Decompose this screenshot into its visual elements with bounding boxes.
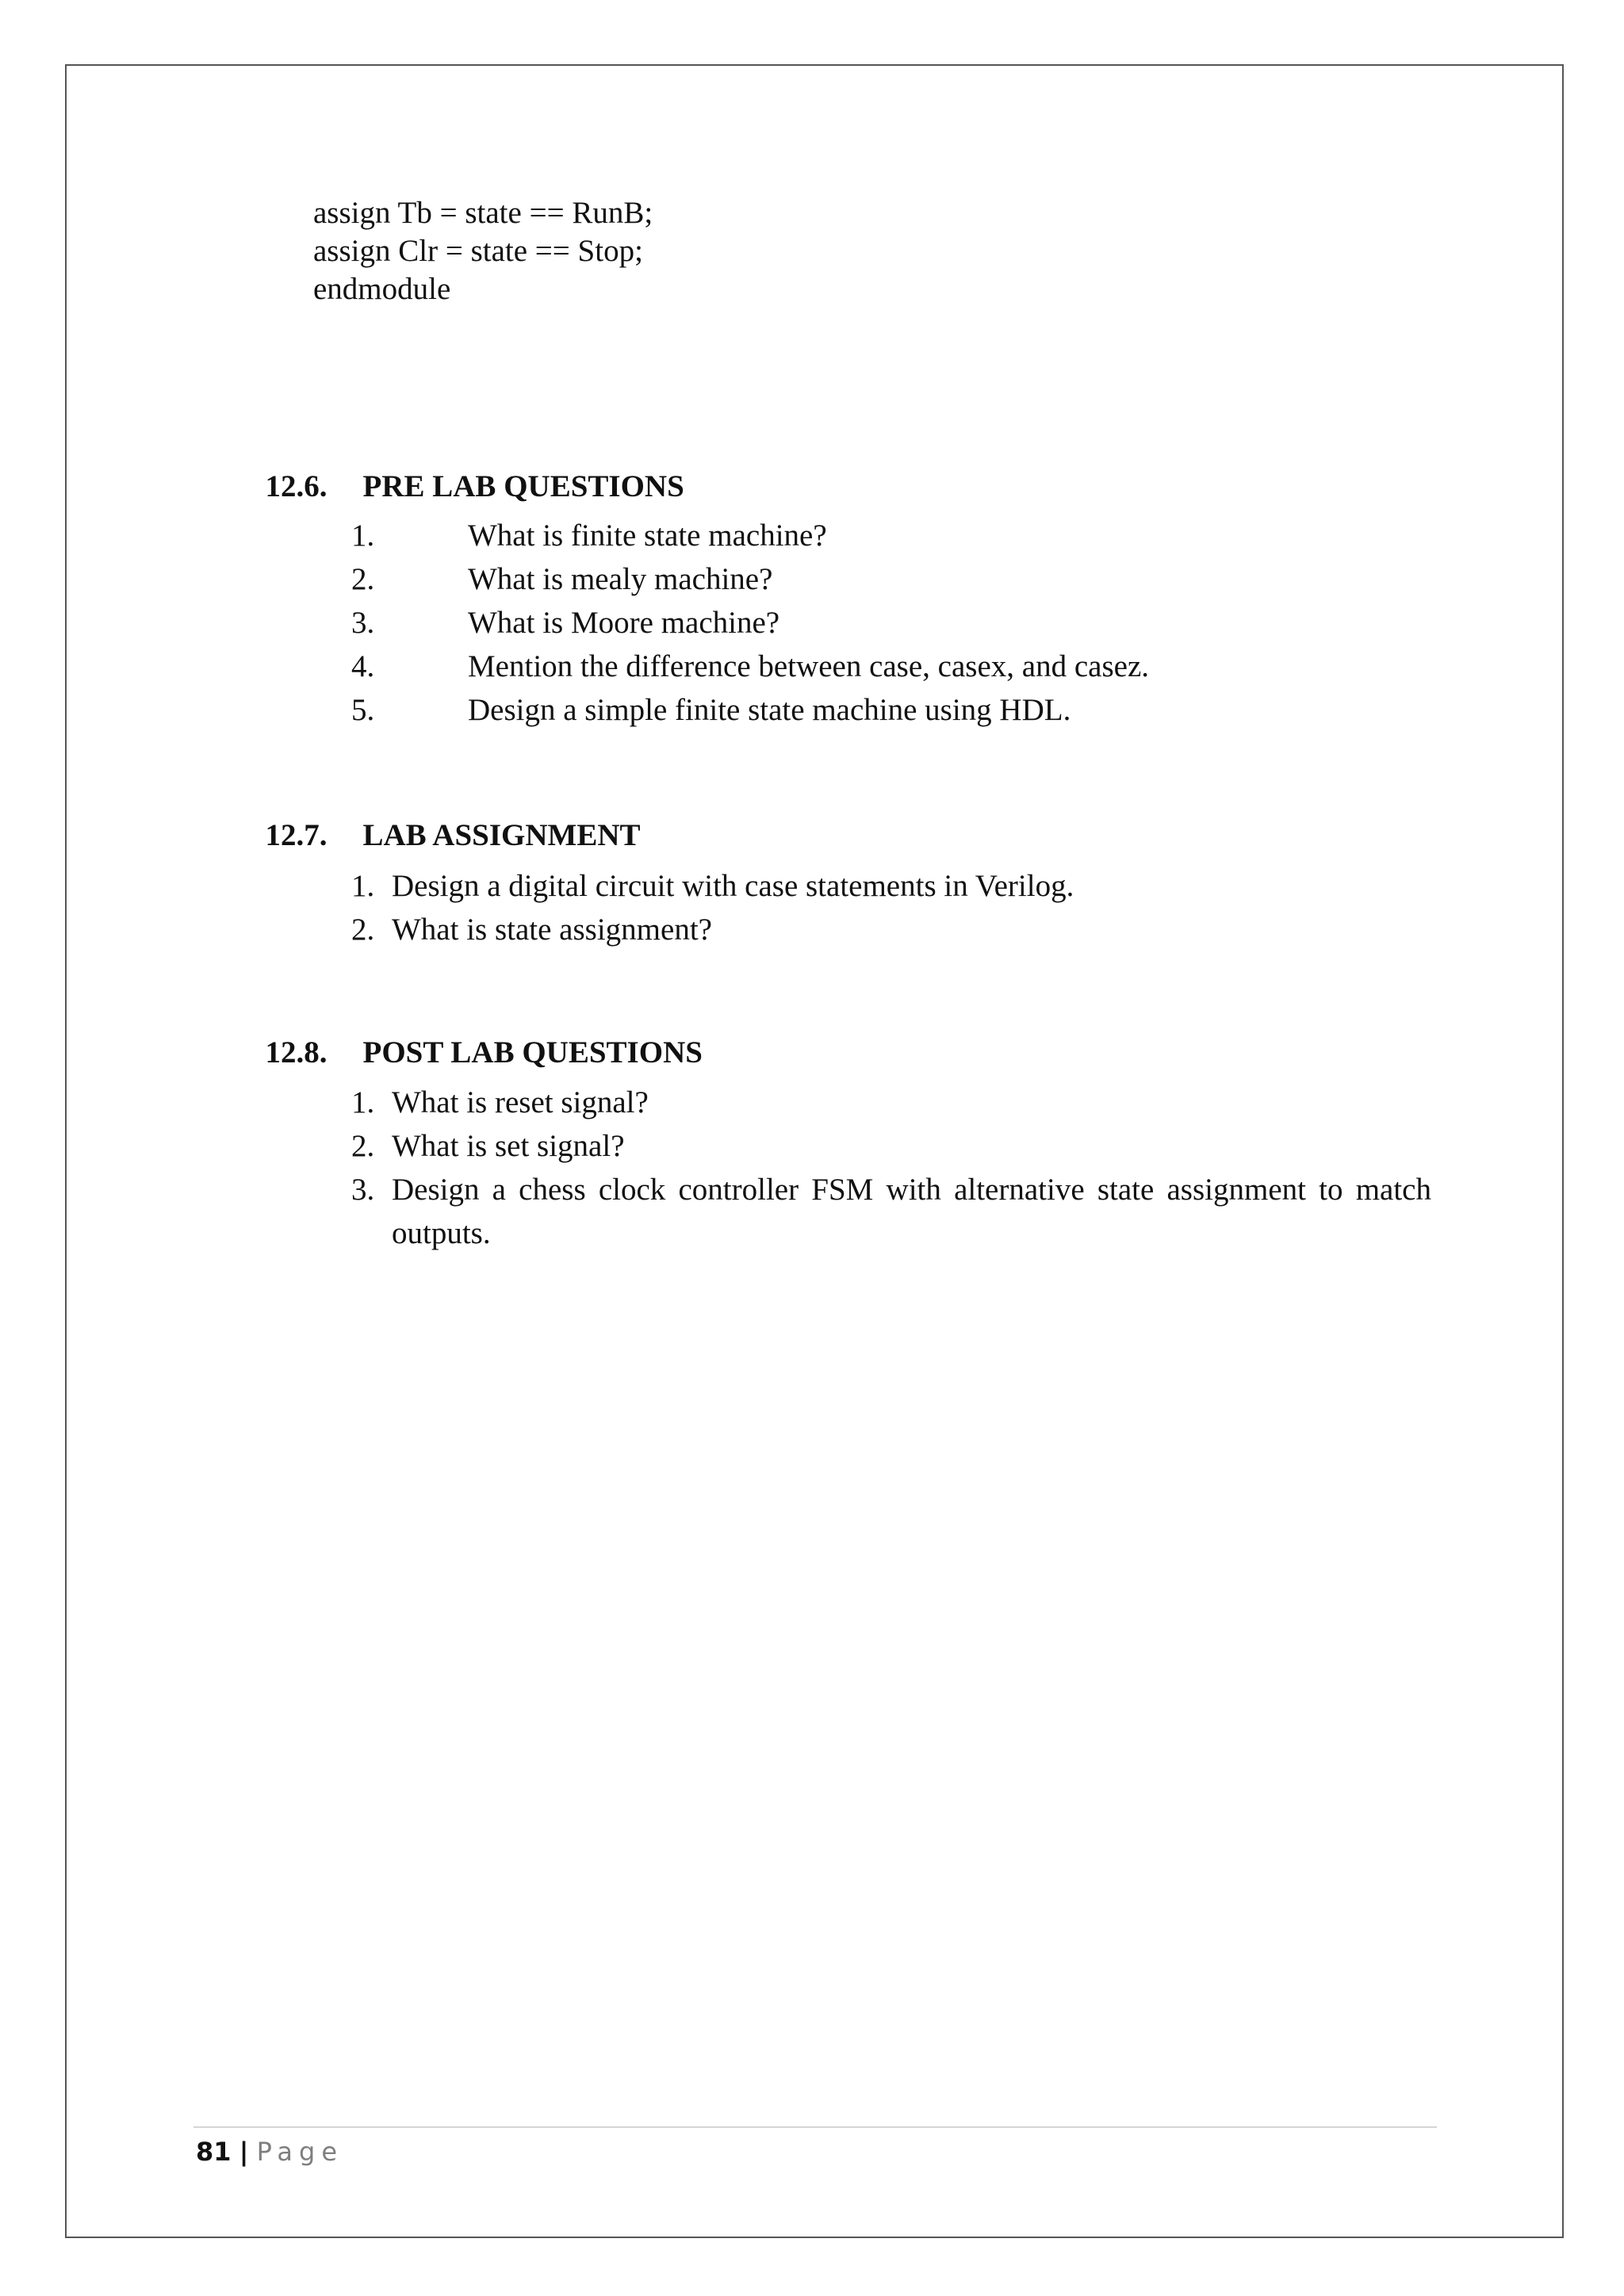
section-title: PRE LAB QUESTIONS (362, 469, 684, 503)
pre-lab-questions-list (351, 514, 1149, 732)
page-number: 81 (196, 2137, 232, 2167)
list-item-number: 4. (351, 649, 375, 683)
list-item (351, 688, 1149, 732)
list-item (351, 908, 1431, 951)
list-item (351, 557, 1149, 601)
section-number: 12.7. (265, 818, 327, 852)
list-item (351, 1124, 1431, 1168)
code-block (313, 194, 653, 308)
list-item (351, 1081, 1431, 1124)
section-title: LAB ASSIGNMENT (362, 818, 641, 852)
section-heading-pre-lab (250, 430, 684, 506)
list-item-number: 1. (351, 519, 375, 553)
code-line: endmodule (313, 272, 451, 306)
section-heading-lab-assignment (250, 779, 641, 855)
footer-separator: | (239, 2137, 249, 2167)
list-item (351, 601, 1149, 645)
list-item (351, 864, 1431, 908)
list-item-text: What is finite state machine? (468, 519, 827, 553)
list-item-text: What is set signal? (392, 1129, 625, 1163)
section-heading-post-lab (250, 996, 703, 1072)
list-item (351, 1168, 1431, 1255)
section-title: POST LAB QUESTIONS (362, 1035, 703, 1070)
list-item-text: Mention the difference between case, casex, and casez. (468, 649, 1150, 683)
post-lab-questions-list (351, 1081, 1431, 1255)
list-item (351, 514, 1149, 557)
list-item-text: What is Moore machine? (468, 606, 780, 640)
list-item-text: What is reset signal? (392, 1085, 649, 1119)
section-number: 12.8. (265, 1035, 327, 1070)
list-item (351, 645, 1149, 688)
list-item-number: 2. (351, 562, 375, 596)
list-item-text: What is state assignment? (392, 913, 712, 947)
list-item-number: 3. (351, 1173, 375, 1207)
list-item-text: What is mealy machine? (468, 562, 773, 596)
footer-divider (193, 2126, 1437, 2128)
lab-assignment-list (351, 864, 1431, 951)
list-item-number: 1. (351, 869, 375, 903)
page-label: Page (256, 2137, 344, 2167)
list-item-text: Design a chess clock controller FSM with alternative state assignment to match outputs. (392, 1173, 1431, 1250)
list-item-number: 5. (351, 693, 375, 727)
page-footer (196, 2133, 343, 2171)
list-item-number: 1. (351, 1085, 375, 1119)
section-number: 12.6. (265, 469, 327, 503)
list-item-number: 2. (351, 913, 375, 947)
code-line: assign Clr = state == Stop; (313, 234, 643, 268)
list-item-number: 2. (351, 1129, 375, 1163)
code-line: assign Tb = state == RunB; (313, 196, 653, 230)
list-item-number: 3. (351, 606, 375, 640)
list-item-text: Design a digital circuit with case statements in Verilog. (392, 869, 1074, 903)
list-item-text: Design a simple finite state machine using HDL. (468, 693, 1071, 727)
